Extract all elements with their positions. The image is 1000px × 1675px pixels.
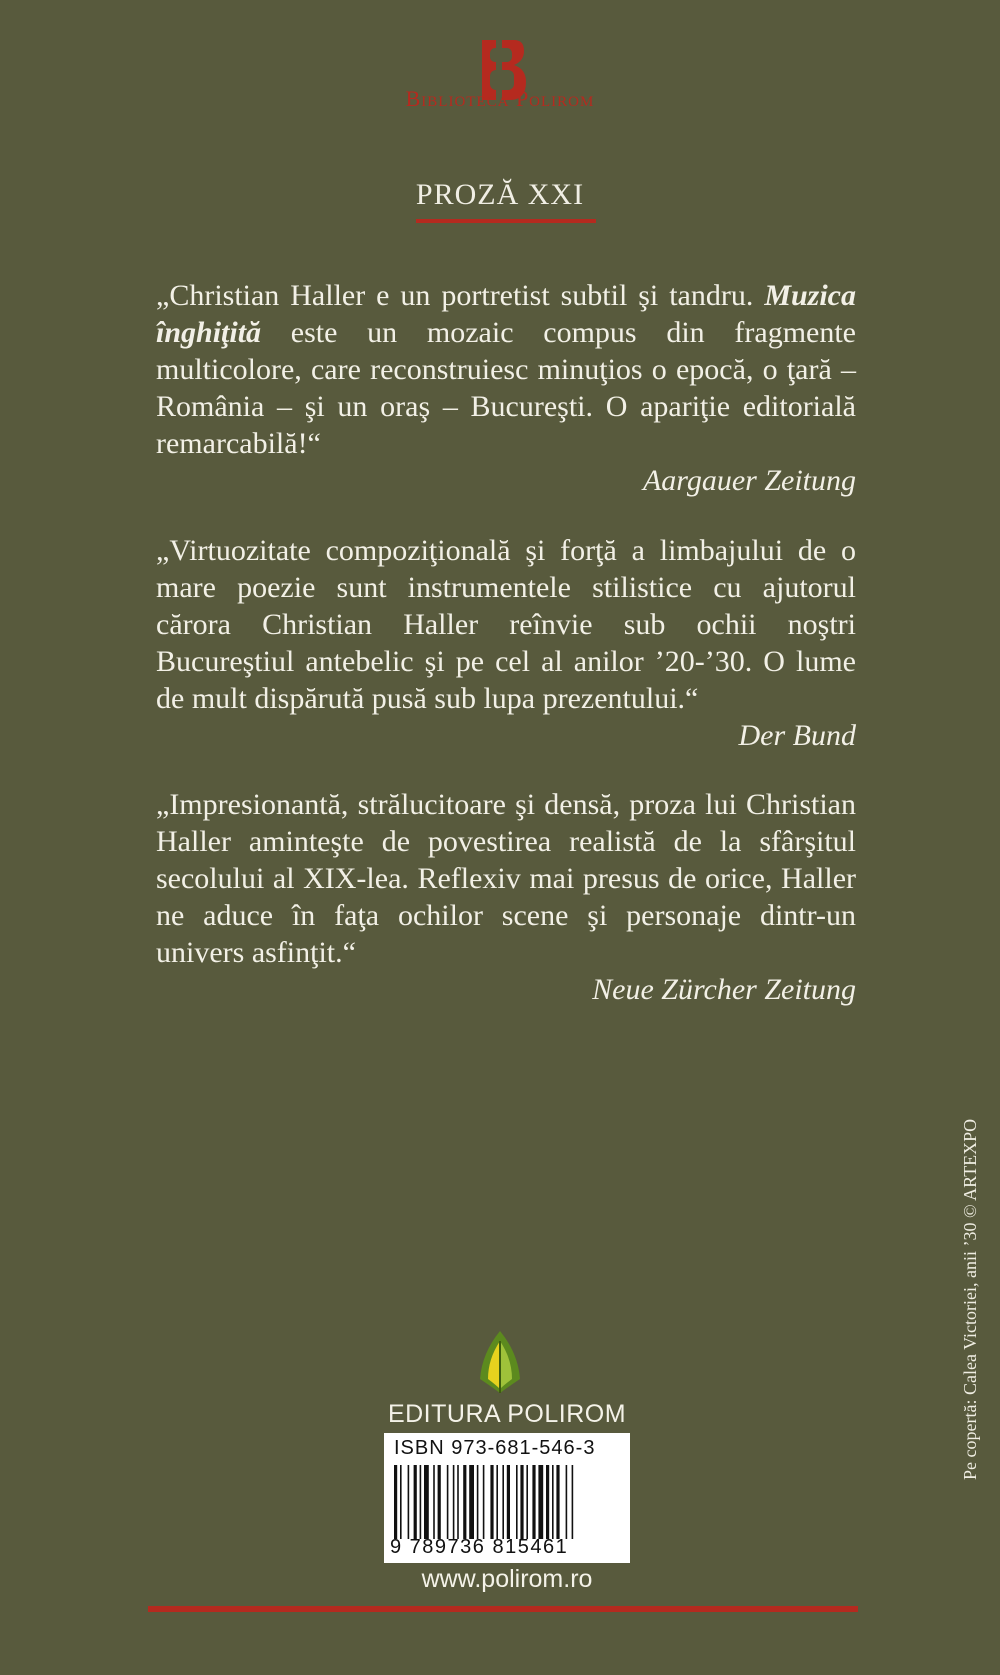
barcode-bar bbox=[469, 1465, 474, 1539]
publisher-name: EDITURA POLIROM bbox=[387, 1400, 627, 1428]
quote-source: Der Bund bbox=[738, 719, 856, 752]
barcode-bar bbox=[507, 1465, 510, 1539]
barcode-bar bbox=[424, 1465, 429, 1539]
cover-credit: Pe copertă: Calea Victoriei, anii ’30 © ARTEXPO bbox=[960, 1118, 980, 1480]
barcode-bar bbox=[414, 1465, 417, 1539]
isbn-barcode bbox=[384, 1433, 630, 1563]
barcode-bar bbox=[408, 1465, 410, 1539]
barcode-bar bbox=[447, 1465, 449, 1539]
review-quote-1 bbox=[156, 277, 856, 499]
barcode-bar bbox=[520, 1465, 523, 1539]
bottom-rule bbox=[148, 1606, 858, 1612]
quote-text-rest: este un mozaic compus din fragmente multicolore, care reconstruiesc minuţios o epocă, o ţară – România – şi un oraş – Bucureşti. O apariţie editorială remarcabilă!“ bbox=[156, 316, 856, 460]
quote-source: Neue Zürcher Zeitung bbox=[592, 973, 856, 1006]
barcode-bar bbox=[463, 1465, 466, 1539]
quote-text-start: „Christian Haller e un portretist subtil şi tandru. bbox=[156, 279, 765, 312]
review-quote-3 bbox=[156, 786, 856, 1008]
barcode-bar bbox=[438, 1465, 441, 1539]
barcode-bar bbox=[490, 1465, 493, 1539]
barcode-bar bbox=[477, 1465, 479, 1539]
review-quote-2 bbox=[156, 532, 856, 754]
quote-text: „Virtuozitate compoziţională şi forţă a limbajului de o mare poezie sunt instrumentele stilistice cu ajutorul cărora Christian Haller reînvie sub ochii noştri Bucureştiul antebelic şi pe cel al anilor ’20-’30. O lume de mult dispărută pusă sub lupa prezentului.“ bbox=[156, 534, 856, 715]
isbn-number: ISBN 973-681-546-3 bbox=[394, 1437, 596, 1459]
book-title: Muzica înghiţită bbox=[156, 279, 856, 349]
barcode-bar bbox=[453, 1465, 455, 1539]
publisher-website: www.polirom.ro bbox=[421, 1565, 593, 1593]
barcode-bar bbox=[433, 1465, 435, 1539]
imprint-logo-text: Biblioteca Polirom bbox=[405, 86, 595, 111]
barcode-bar bbox=[502, 1465, 504, 1539]
series-underline bbox=[416, 219, 596, 223]
barcode-bar bbox=[566, 1465, 568, 1539]
barcode-bar bbox=[400, 1465, 402, 1539]
quote-source: Aargauer Zeitung bbox=[642, 464, 856, 497]
barcode-bar bbox=[526, 1465, 528, 1539]
barcode-bar bbox=[457, 1465, 459, 1539]
barcode-bar bbox=[552, 1465, 554, 1539]
barcode-bar bbox=[483, 1465, 485, 1539]
barcode-bar bbox=[538, 1465, 543, 1539]
barcode-bar bbox=[420, 1465, 422, 1539]
barcode-bar bbox=[516, 1465, 518, 1539]
barcode-bar bbox=[532, 1465, 535, 1539]
barcode-bar bbox=[496, 1465, 498, 1539]
barcode-bars bbox=[392, 1465, 622, 1539]
barcode-bar bbox=[394, 1465, 397, 1539]
quote-text bbox=[156, 277, 856, 462]
ean-number: 9 789736 815461 bbox=[390, 1536, 569, 1558]
barcode-bar bbox=[556, 1465, 559, 1539]
series-label: PROZĂ XXI bbox=[415, 178, 585, 211]
barcode-bar bbox=[572, 1465, 574, 1539]
quote-text: „Impresionantă, strălucitoare şi densă, proza lui Christian Haller aminteşte de povestirea realistă de la sfârşitul secolului al XIX-lea. Reflexiv mai presus de orice, Haller ne aduce în faţa ochilor scene şi personaje dintr-un univers asfinţit.“ bbox=[156, 788, 856, 969]
barcode-bar bbox=[546, 1465, 549, 1539]
polirom-leaf-icon bbox=[472, 1327, 528, 1399]
